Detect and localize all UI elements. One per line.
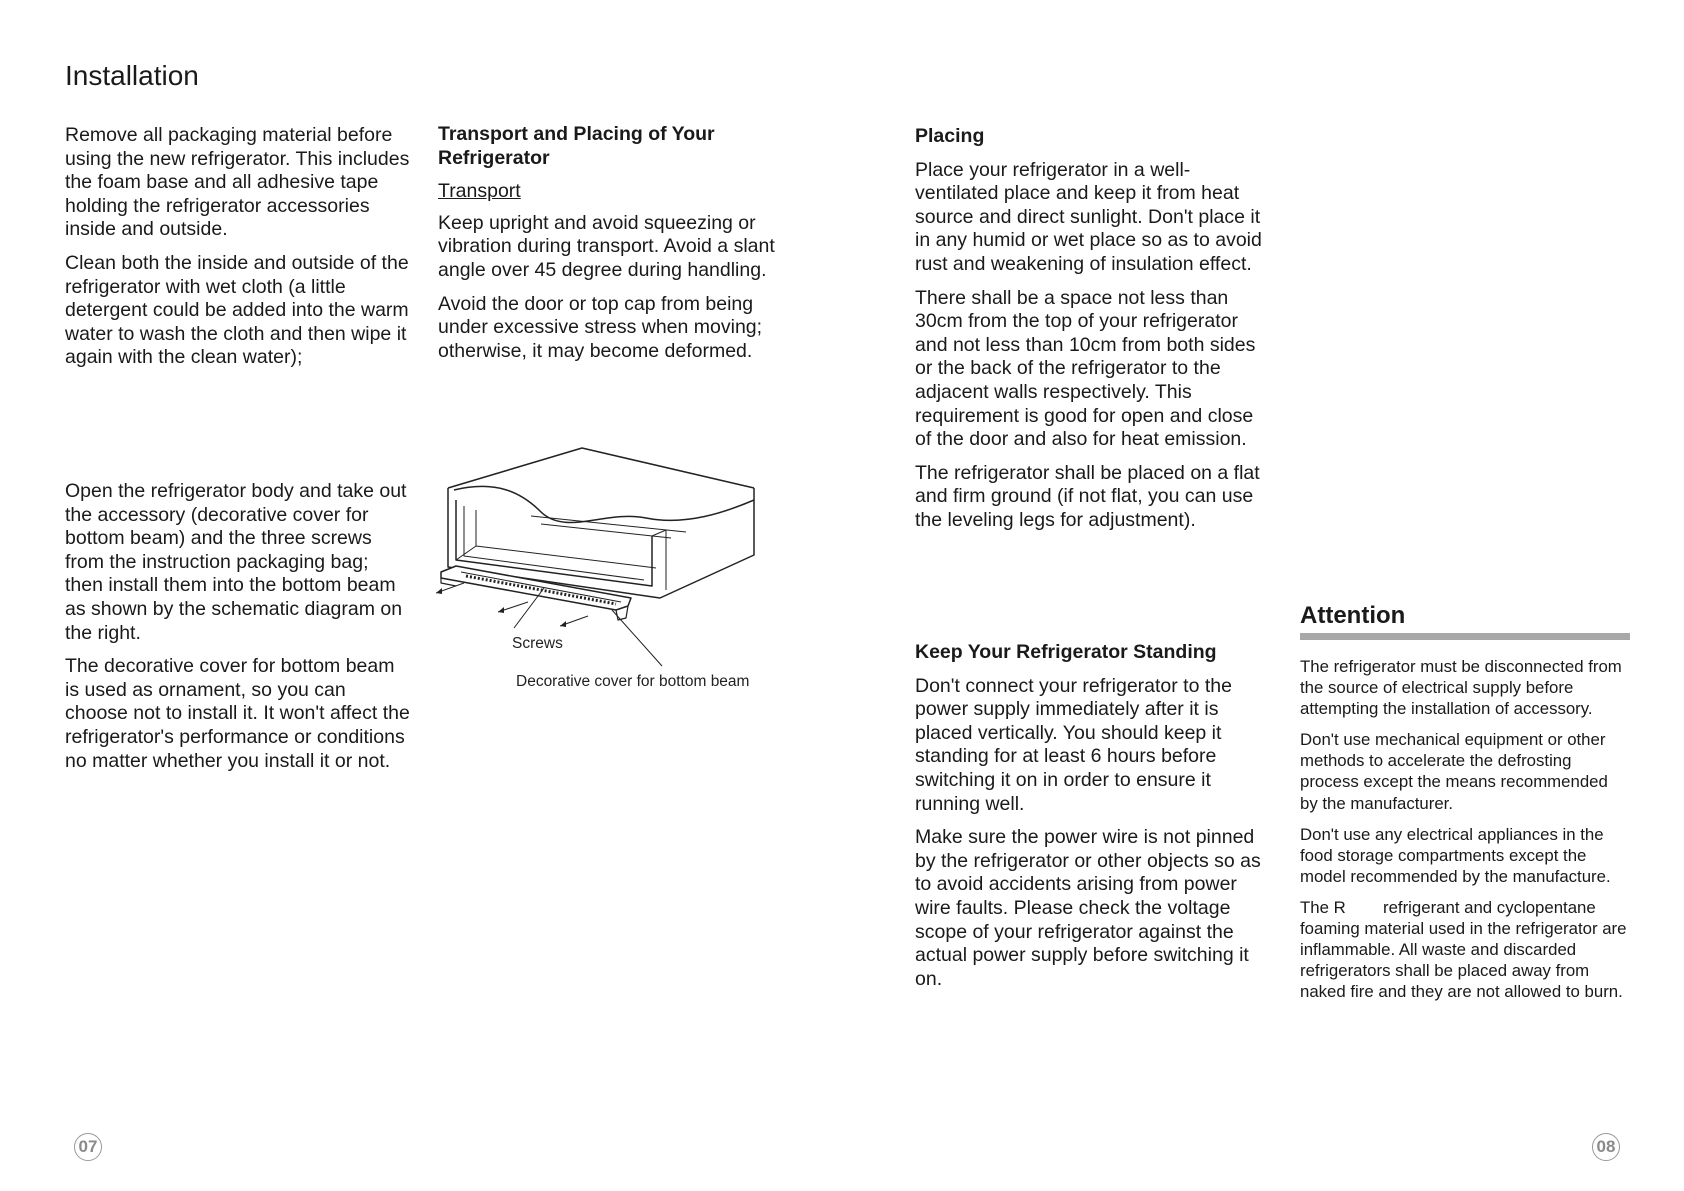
attention-paragraph-disconnect: The refrigerator must be disconnected from the source of electrical supply before attempting the installation of accessory. xyxy=(1300,657,1622,719)
bottom-beam-diagram xyxy=(436,440,766,700)
label-screws: Screws xyxy=(512,635,563,652)
cutaway-curve xyxy=(454,486,754,522)
attention-paragraph-defrost: Don't use mechanical equipment or other methods to accelerate the defrosting process except the means recommended by the manufacturer. xyxy=(1300,730,1608,813)
column-3-top xyxy=(915,125,1265,543)
column-3-bottom xyxy=(915,641,1265,1001)
paragraph-open-body: Open the refrigerator body and take out the accessory (decorative cover for bottom beam) and the three screws from the instruction packaging bag; then install them into the bottom beam as shown by the schematic diagram on the right. xyxy=(65,480,407,644)
attention-heading: Attention xyxy=(1300,602,1406,629)
paragraph-space-requirement: There shall be a space not less than 30cm from the top of your refrigerator and not less than 10cm from both sides or the back of the refrigerator to the adjacent walls respectively. This requirement is good for open and close of the door and also for heat emission. xyxy=(915,286,1256,451)
transport-subheading: Transport xyxy=(438,180,521,203)
paragraph-avoid-door: Avoid the door or top cap from being under excessive stress when moving; otherwise, it may become deformed. xyxy=(438,292,763,362)
leader-cover xyxy=(612,610,662,666)
column-2 xyxy=(438,123,798,373)
column-1-top xyxy=(65,124,410,380)
label-decorative-cover: Decorative cover for bottom beam xyxy=(516,673,750,690)
transport-placing-heading: Transport and Placing of Your Refrigerator xyxy=(438,123,715,169)
page-title: Installation xyxy=(65,60,199,91)
paragraph-place-well-ventilated: Place your refrigerator in a well-ventilated place and keep it from heat source and direct sunlight. Don't place it in any humid or wet place so as to avoid rust and weakening of insulation effect. xyxy=(915,158,1262,275)
paragraph-decorative-cover: The decorative cover for bottom beam is used as ornament, so you can choose not to install it. It won't affect the refrigerator's performance or conditions no matter whether you install it or not. xyxy=(65,655,410,772)
attention-box xyxy=(1300,601,1630,1012)
attention-divider xyxy=(1300,633,1630,640)
attention-paragraph-appliances: Don't use any electrical appliances in the food storage compartments except the model recommended by the manufacture. xyxy=(1300,824,1611,886)
paragraph-clean: Clean both the inside and outside of the refrigerator with wet cloth (a little detergent could be added into the warm water to wash the cloth and then wipe it again with the clean water); xyxy=(65,251,409,369)
paragraph-remove-packaging: Remove all packaging material before using the new refrigerator. This includes the foam base and all adhesive tape holding the refrigerator accessories inside and outside. xyxy=(65,124,410,241)
paragraph-dont-connect: Don't connect your refrigerator to the power supply immediately after it is placed vertically. You should keep it standing for at least 6 hours before switching it on in order to ensure it running well. xyxy=(915,674,1232,815)
standing-heading: Keep Your Refrigerator Standing xyxy=(915,641,1217,663)
column-1-bottom xyxy=(65,480,410,783)
paragraph-power-wire: Make sure the power wire is not pinned by the refrigerator or other objects so as to avoid accidents arising from power wire faults. Please check the voltage scope of your refrigerator against the actual power supply before switching it on. xyxy=(915,826,1261,990)
paragraph-flat-ground: The refrigerator shall be placed on a flat and firm ground (if not flat, you can use the leveling legs for adjustment). xyxy=(915,461,1260,531)
decorative-cover xyxy=(441,566,631,610)
paragraph-keep-upright: Keep upright and avoid squeezing or vibration during transport. Avoid a slant angle over 45 degree during handling. xyxy=(438,211,775,281)
placing-heading: Placing xyxy=(915,125,985,147)
attention-paragraph-refrigerant: The R refrigerant and cyclopentane foaming material used in the refrigerator are inflammable. All waste and discarded refrigerators shall be placed away from naked fire and they are not allowed to burn. xyxy=(1300,897,1632,1002)
refrigerator-top-outline xyxy=(448,448,754,488)
page-number-right: 08 xyxy=(1592,1133,1620,1161)
page-number-left: 07 xyxy=(74,1133,102,1161)
